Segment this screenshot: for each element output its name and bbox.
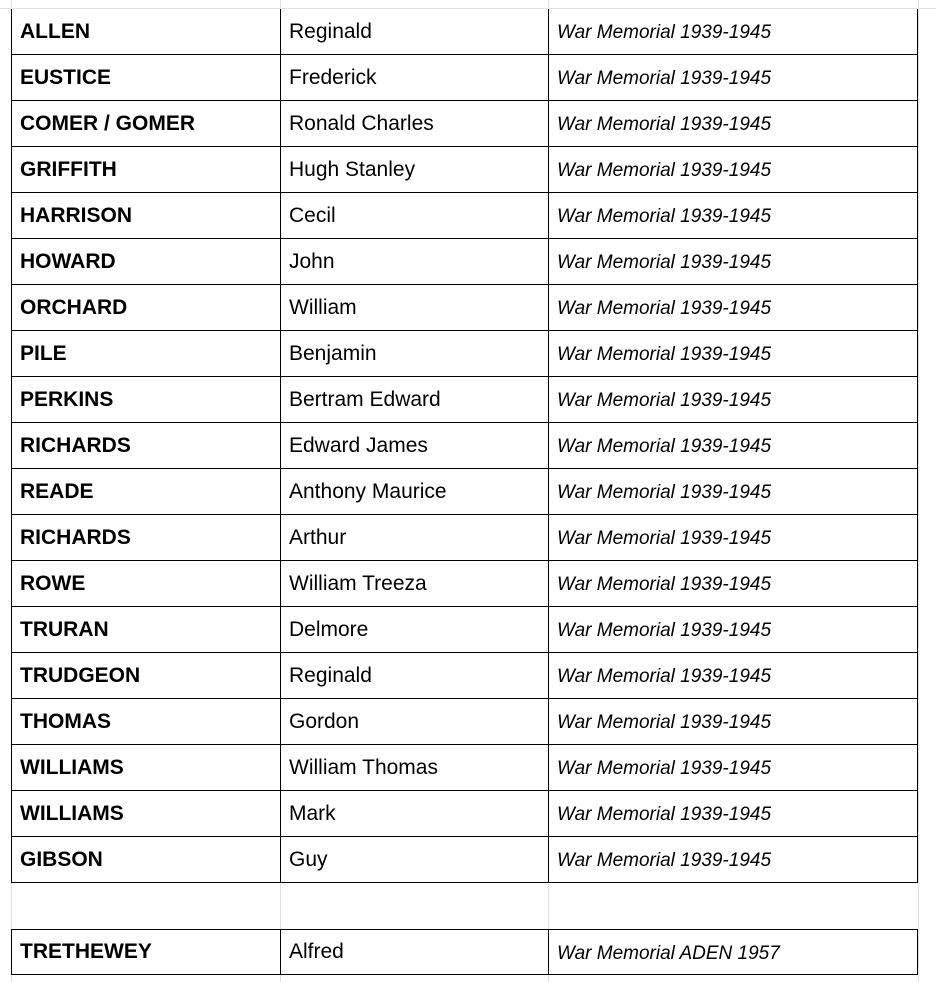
forename-cell[interactable]: Hugh Stanley — [280, 147, 548, 193]
memorial-cell[interactable]: War Memorial 1939-1945 — [548, 331, 918, 377]
forename-cell[interactable]: William Thomas — [280, 745, 548, 791]
memorial-cell[interactable]: War Memorial 1939-1945 — [548, 423, 918, 469]
memorial-cell[interactable]: War Memorial 1939-1945 — [548, 55, 918, 101]
table-row[interactable] — [11, 9, 918, 55]
memorial-cell[interactable]: War Memorial 1939-1945 — [548, 147, 918, 193]
memorial-cell[interactable]: War Memorial 1939-1945 — [548, 193, 918, 239]
table-row[interactable] — [11, 837, 918, 883]
surname-cell[interactable]: WILLIAMS — [11, 745, 280, 791]
blank-row[interactable] — [11, 883, 918, 929]
memorial-cell[interactable]: War Memorial 1939-1945 — [548, 699, 918, 745]
table-row[interactable] — [11, 101, 918, 147]
table-row[interactable] — [11, 469, 918, 515]
forename-cell[interactable]: Gordon — [280, 699, 548, 745]
surname-cell[interactable]: RICHARDS — [11, 423, 280, 469]
forename-cell[interactable]: Alfred — [280, 929, 548, 975]
surname-cell[interactable]: TRURAN — [11, 607, 280, 653]
memorial-cell[interactable]: War Memorial 1939-1945 — [548, 285, 918, 331]
forename-cell[interactable]: Reginald — [280, 9, 548, 55]
table-row[interactable] — [11, 607, 918, 653]
surname-cell[interactable]: ORCHARD — [11, 285, 280, 331]
forename-cell[interactable]: William Treeza — [280, 561, 548, 607]
table-row[interactable] — [11, 285, 918, 331]
table-row[interactable] — [11, 929, 918, 975]
surname-cell[interactable]: RICHARDS — [11, 515, 280, 561]
surname-cell[interactable]: PERKINS — [11, 377, 280, 423]
memorial-cell[interactable]: War Memorial 1939-1945 — [548, 9, 918, 55]
table-row[interactable] — [11, 561, 918, 607]
table-row[interactable] — [11, 745, 918, 791]
forename-cell[interactable]: Frederick — [280, 55, 548, 101]
memorial-cell[interactable]: War Memorial 1939-1945 — [548, 607, 918, 653]
forename-cell[interactable]: Benjamin — [280, 331, 548, 377]
surname-cell[interactable]: ROWE — [11, 561, 280, 607]
memorial-cell[interactable]: War Memorial 1939-1945 — [548, 837, 918, 883]
table-row[interactable] — [11, 377, 918, 423]
table-row[interactable] — [11, 147, 918, 193]
table-row[interactable] — [11, 515, 918, 561]
surname-cell[interactable] — [11, 883, 280, 929]
table-row[interactable] — [11, 653, 918, 699]
surname-cell[interactable]: GRIFFITH — [11, 147, 280, 193]
memorial-cell[interactable]: War Memorial ADEN 1957 — [548, 929, 918, 975]
surname-cell[interactable]: HOWARD — [11, 239, 280, 285]
forename-cell[interactable]: Arthur — [280, 515, 548, 561]
forename-cell[interactable]: John — [280, 239, 548, 285]
forename-cell[interactable]: Cecil — [280, 193, 548, 239]
surname-cell[interactable]: GIBSON — [11, 837, 280, 883]
memorial-cell[interactable]: War Memorial 1939-1945 — [548, 653, 918, 699]
forename-cell[interactable]: Delmore — [280, 607, 548, 653]
table-row[interactable] — [11, 699, 918, 745]
forename-cell[interactable]: Bertram Edward — [280, 377, 548, 423]
memorial-cell[interactable]: War Memorial 1939-1945 — [548, 561, 918, 607]
surname-cell[interactable]: TRETHEWEY — [11, 929, 280, 975]
surname-cell[interactable]: WILLIAMS — [11, 791, 280, 837]
forename-cell[interactable] — [280, 883, 548, 929]
surname-cell[interactable]: HARRISON — [11, 193, 280, 239]
table-row[interactable] — [11, 239, 918, 285]
memorial-cell[interactable]: War Memorial 1939-1945 — [548, 101, 918, 147]
table-row[interactable] — [11, 423, 918, 469]
table-row[interactable] — [11, 791, 918, 837]
surname-cell[interactable]: READE — [11, 469, 280, 515]
surname-cell[interactable]: TRUDGEON — [11, 653, 280, 699]
surname-cell[interactable]: EUSTICE — [11, 55, 280, 101]
surname-cell[interactable]: COMER / GOMER — [11, 101, 280, 147]
forename-cell[interactable]: Anthony Maurice — [280, 469, 548, 515]
memorial-cell[interactable]: War Memorial 1939-1945 — [548, 515, 918, 561]
forename-cell[interactable]: William — [280, 285, 548, 331]
memorial-cell[interactable]: War Memorial 1939-1945 — [548, 745, 918, 791]
forename-cell[interactable]: Reginald — [280, 653, 548, 699]
surname-cell[interactable]: PILE — [11, 331, 280, 377]
gridline — [918, 0, 919, 982]
memorial-cell[interactable]: War Memorial 1939-1945 — [548, 791, 918, 837]
forename-cell[interactable]: Edward James — [280, 423, 548, 469]
surname-cell[interactable]: ALLEN — [11, 9, 280, 55]
memorial-cell[interactable]: War Memorial 1939-1945 — [548, 239, 918, 285]
forename-cell[interactable]: Guy — [280, 837, 548, 883]
memorial-cell[interactable]: War Memorial 1939-1945 — [548, 377, 918, 423]
memorial-cell[interactable] — [548, 883, 918, 929]
surname-cell[interactable]: THOMAS — [11, 699, 280, 745]
table-row[interactable] — [11, 331, 918, 377]
memorial-cell[interactable]: War Memorial 1939-1945 — [548, 469, 918, 515]
table-row[interactable] — [11, 55, 918, 101]
table-row[interactable] — [11, 193, 918, 239]
forename-cell[interactable]: Mark — [280, 791, 548, 837]
forename-cell[interactable]: Ronald Charles — [280, 101, 548, 147]
